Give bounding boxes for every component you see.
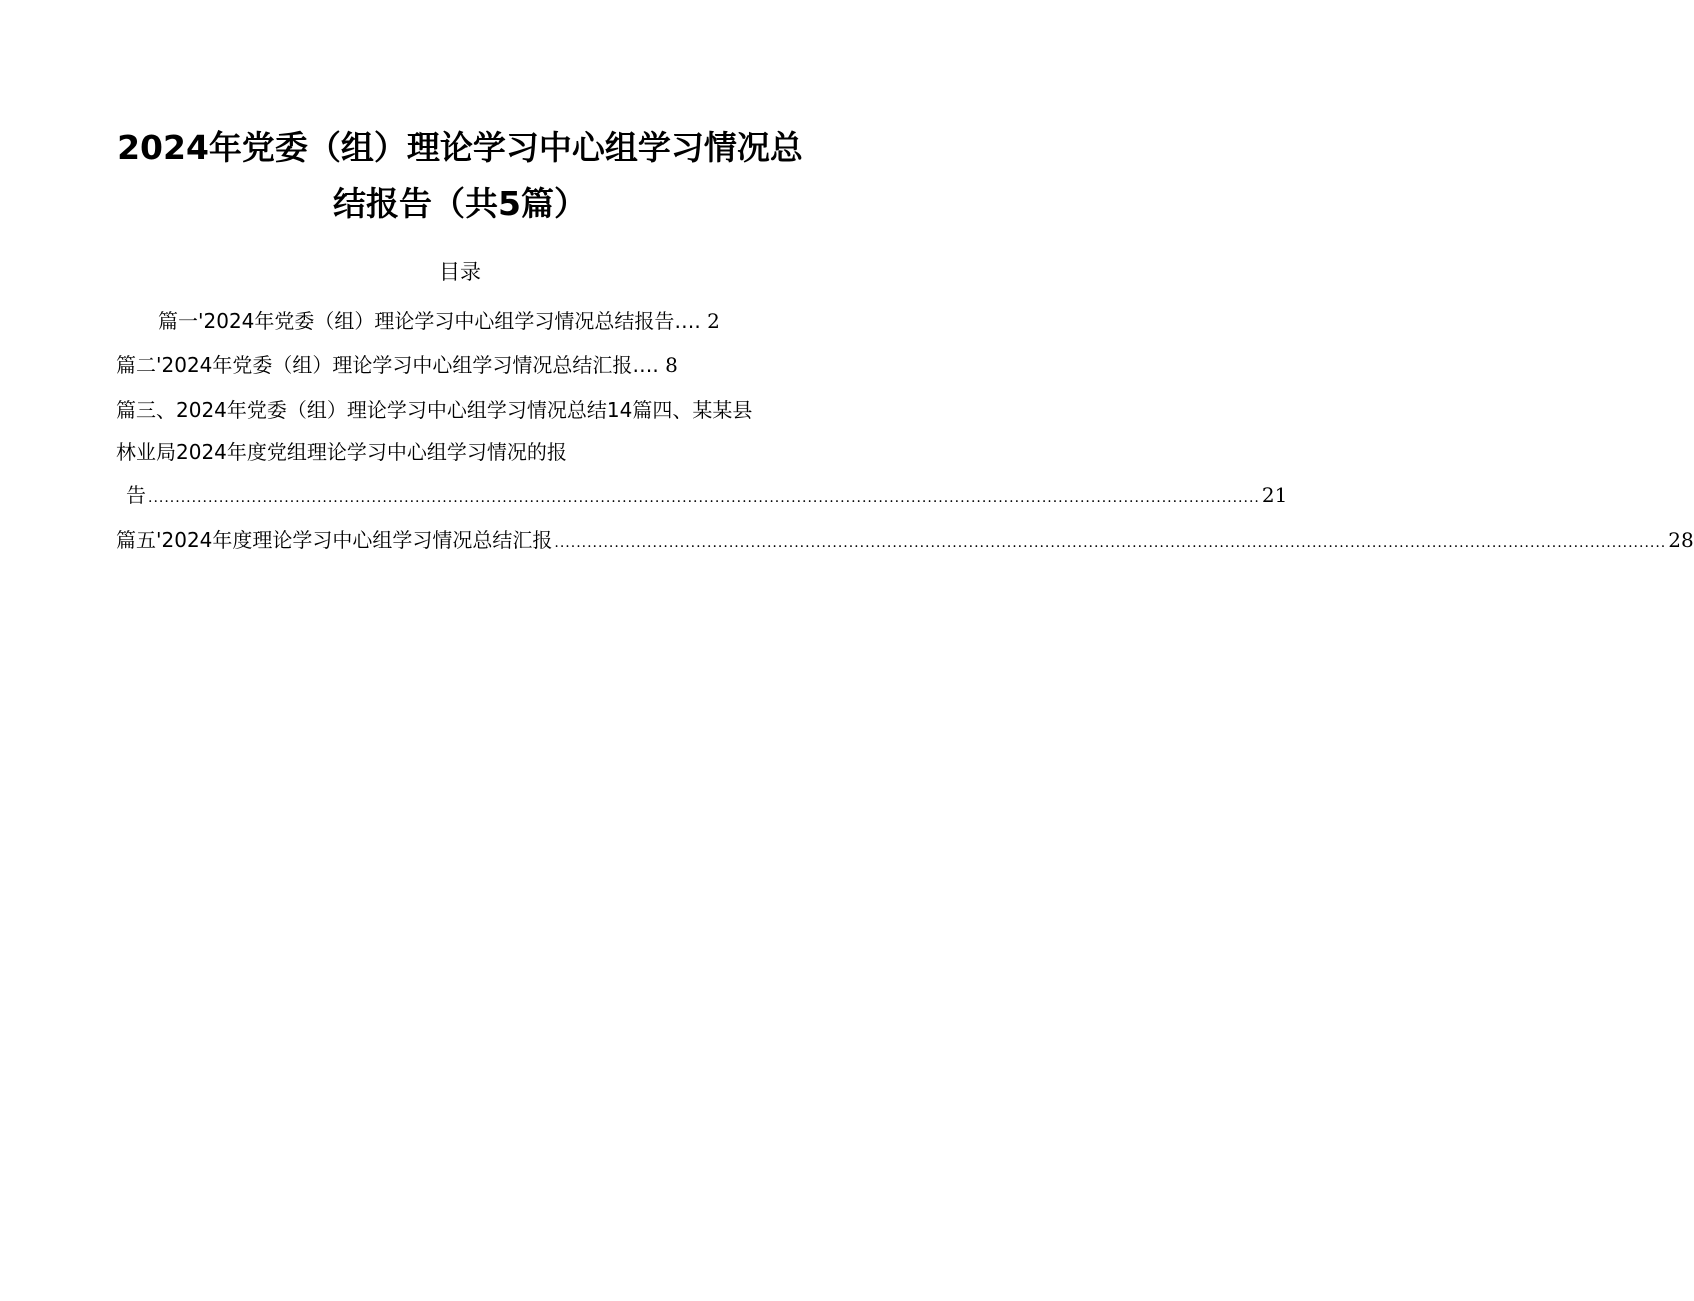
toc-entry-2[interactable]: [116, 351, 678, 379]
document-title-line-2: 结报告（共5篇）: [333, 184, 587, 223]
toc-entry-4-line-3[interactable]: [126, 481, 1288, 515]
toc-heading: 目录: [439, 260, 481, 284]
toc-entry-1-text: 篇一'2024年党委（组）理论学习中心组学习情况总结报告….: [158, 309, 701, 333]
toc-entry-3-line-1[interactable]: 篇三、2024年党委（组）理论学习中心组学习情况总结14篇四、某某县: [116, 398, 753, 422]
toc-entry-1[interactable]: [158, 307, 720, 335]
toc-entry-4-page: 21: [1261, 483, 1288, 507]
toc-entry-4-line-2[interactable]: 林业局2024年度党组理论学习中心组学习情况的报: [116, 440, 567, 464]
document-title-line-1: 2024年党委（组）理论学习中心组学习情况总: [117, 128, 803, 167]
toc-entry-5[interactable]: [116, 526, 1694, 560]
toc-entry-2-text: 篇二'2024年党委（组）理论学习中心组学习情况总结汇报….: [116, 353, 659, 377]
toc-leader-dots: ............................................................................................................................................................................................................: [148, 490, 1260, 506]
toc-entry-4-text-end: 告: [126, 483, 146, 507]
toc-entry-5-page: 28: [1668, 528, 1694, 552]
toc-entry-2-page: 8: [658, 353, 678, 377]
toc-entry-5-text: 篇五'2024年度理论学习中心组学习情况总结汇报: [116, 528, 553, 552]
toc-entry-1-page: 2: [700, 309, 720, 333]
toc-leader-dots: ............................................................................................................................................................................................................: [554, 535, 1667, 551]
